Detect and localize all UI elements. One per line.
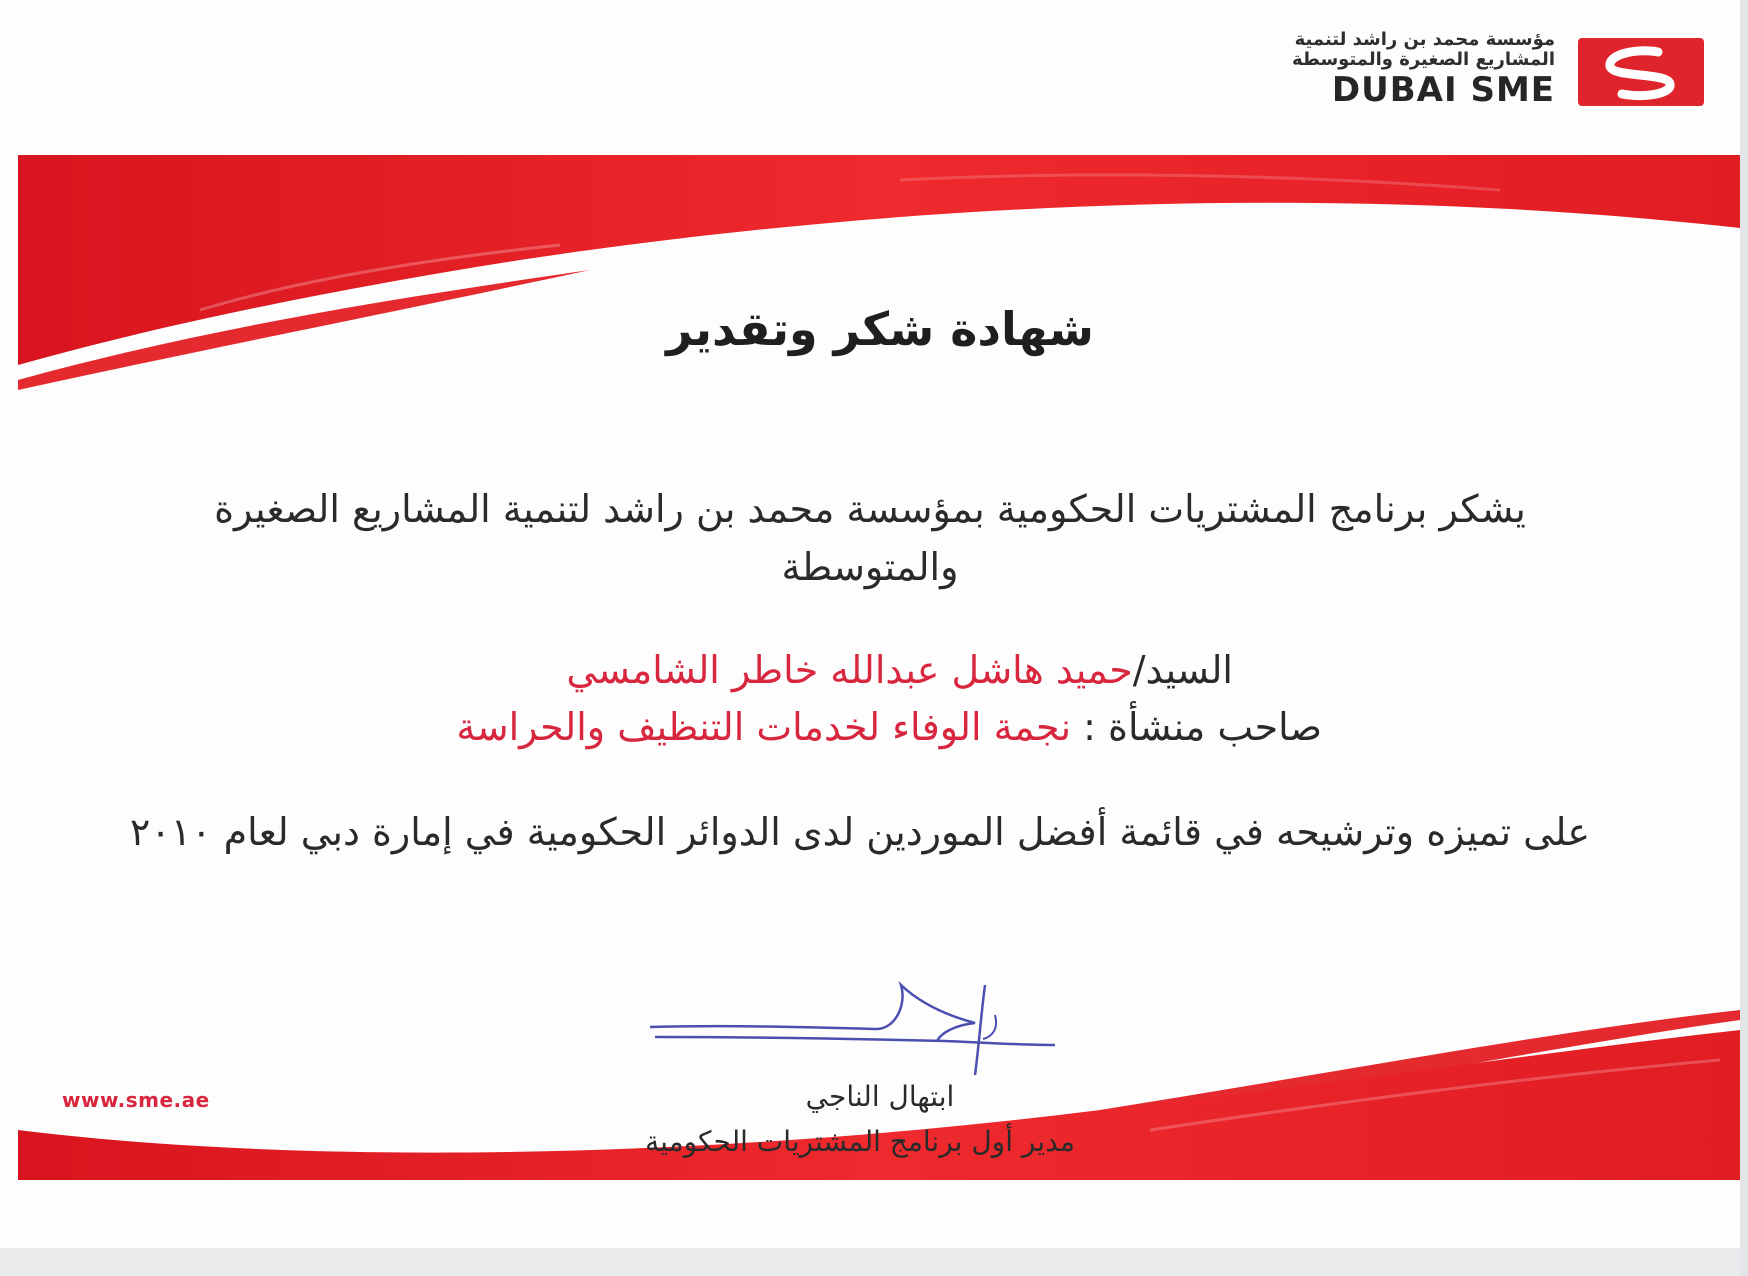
recipient-name: حميد هاشل عبدالله خاطر الشامسي	[566, 648, 1133, 692]
reason-text: على تميزه وترشيحه في قائمة أفضل الموردين لدى الدوائر الحكومية في إمارة دبي لعام ٢٠١٠	[129, 810, 1591, 854]
company-line	[456, 705, 1322, 749]
recipient-prefix: السيد/	[1132, 648, 1233, 692]
signatory-title: مدير أول برنامج المشتريات الحكومية	[645, 1125, 1075, 1158]
signature-image	[645, 975, 1065, 1085]
recipient-line	[566, 648, 1233, 692]
scan-right-edge	[1740, 0, 1748, 1276]
certificate-title: شهادة شكر وتقدير	[666, 302, 1094, 356]
signatory-name: ابتهال الناجي	[805, 1080, 955, 1113]
company-prefix: صاحب منشأة :	[1083, 705, 1322, 749]
website-link[interactable]: www.sme.ae	[62, 1088, 210, 1112]
dubai-sme-logo-text	[1225, 30, 1555, 108]
company-name: نجمة الوفاء لخدمات التنظيف والحراسة	[456, 705, 1072, 749]
logo-english-name: DUBAI SME	[1331, 70, 1555, 110]
dubai-sme-logo-icon	[1578, 38, 1704, 106]
logo-arabic-line2: المشاريع الصغيرة والمتوسطة	[1292, 49, 1555, 70]
thanks-text: يشكر برنامج المشتريات الحكومية بمؤسسة محمد بن راشد لتنمية المشاريع الصغيرة والمتوسطة	[214, 487, 1526, 589]
logo-arabic-line1: مؤسسة محمد بن راشد لتنمية	[1294, 29, 1555, 50]
scan-bottom-edge	[0, 1248, 1748, 1276]
